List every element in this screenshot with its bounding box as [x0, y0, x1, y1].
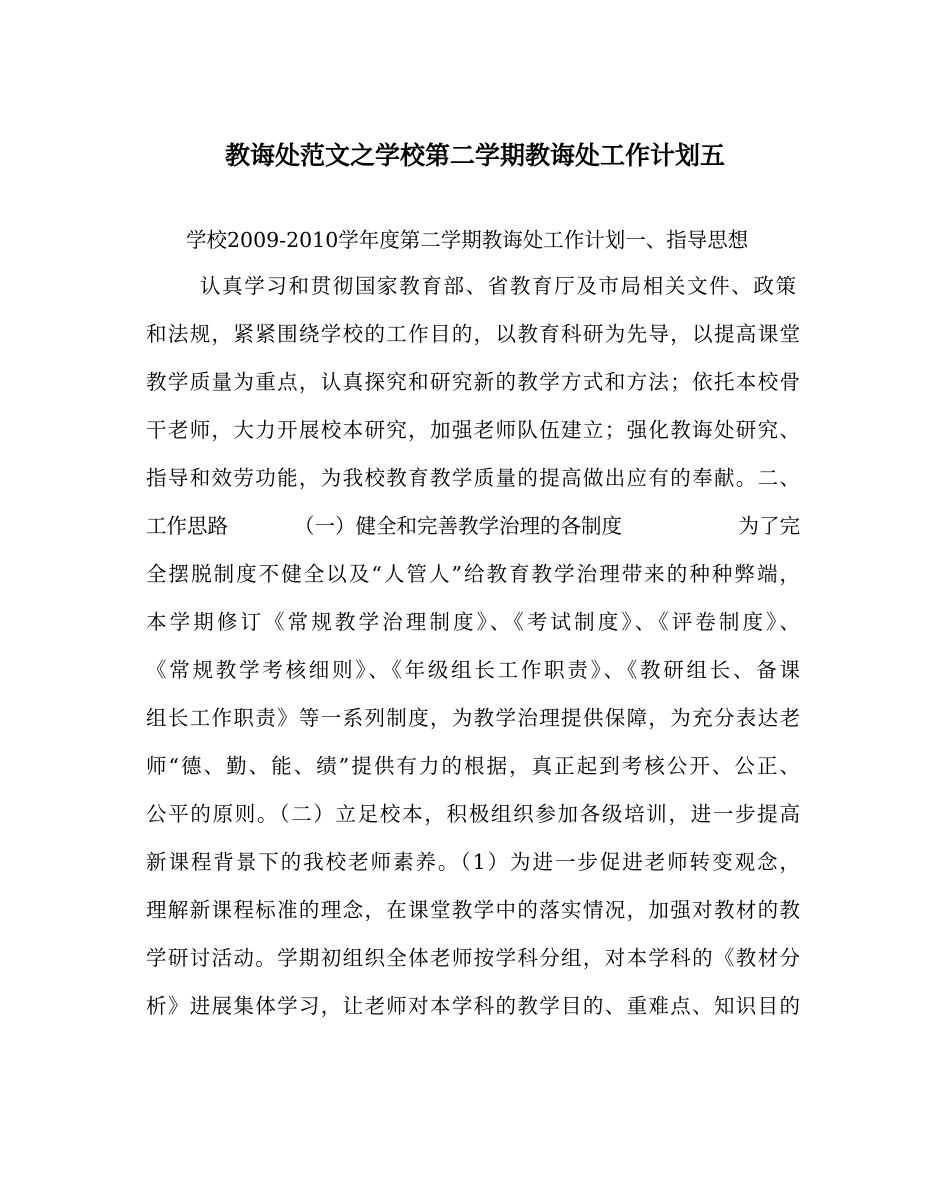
section-heading: 工作思路 — [146, 514, 228, 538]
paragraph-line: 公平的原则。（二）立足校本，积极组织参加各级培训，进一步提高 — [146, 802, 800, 826]
paragraph-line: 教学质量为重点，认真探究和研究新的教学方式和方法；依托本校骨 — [146, 370, 800, 394]
paragraph-fragment: 为了完 — [738, 514, 800, 538]
paragraph-line: 全摆脱制度不健全以及“人管人”给教育教学治理带来的种种弊端， — [146, 562, 800, 586]
paragraph-line: 组长工作职责》等一系列制度，为教学治理提供保障，为充分表达老 — [146, 706, 800, 730]
paragraph-line: 认真学习和贯彻国家教育部、省教育厅及市局相关文件、政策 — [200, 274, 796, 298]
paragraph-line: 《常规教学考核细则》、《年级组长工作职责》、《教研组长、备课 — [146, 658, 800, 682]
paragraph-line: 理解新课程标准的理念，在课堂教学中的落实情况，加强对教材的教 — [146, 898, 800, 922]
paragraph-line: 学校2009-2010学年度第二学期教诲处工作计划一、指导思想 — [186, 228, 749, 252]
paragraph-line: 指导和效劳功能，为我校教育教学质量的提高做出应有的奉献。二、 — [146, 466, 800, 490]
paragraph-line: 本学期修订《常规教学治理制度》、《考试制度》、《评卷制度》、 — [146, 610, 800, 634]
paragraph-line: 师“德、勤、能、绩”提供有力的根据，真正起到考核公开、公正、 — [146, 754, 800, 778]
paragraph-line: 学研讨活动。学期初组织全体老师按学科分组，对本学科的《教材分 — [146, 946, 800, 970]
paragraph-line: 和法规，紧紧围绕学校的工作目的，以教育科研为先导，以提高课堂 — [146, 322, 800, 346]
section-subheading: （一）健全和完善教学治理的各制度 — [294, 514, 622, 538]
paragraph-line: 干老师，大力开展校本研究，加强老师队伍建立；强化教诲处研究、 — [146, 418, 800, 442]
document-title: 教诲处范文之学校第二学期教诲处工作计划五 — [224, 141, 725, 170]
paragraph-line: 新课程背景下的我校老师素养。（1）为进一步促进老师转变观念， — [146, 850, 800, 874]
paragraph-line: 析》进展集体学习，让老师对本学科的教学目的、重难点、知识目的 — [146, 994, 800, 1018]
